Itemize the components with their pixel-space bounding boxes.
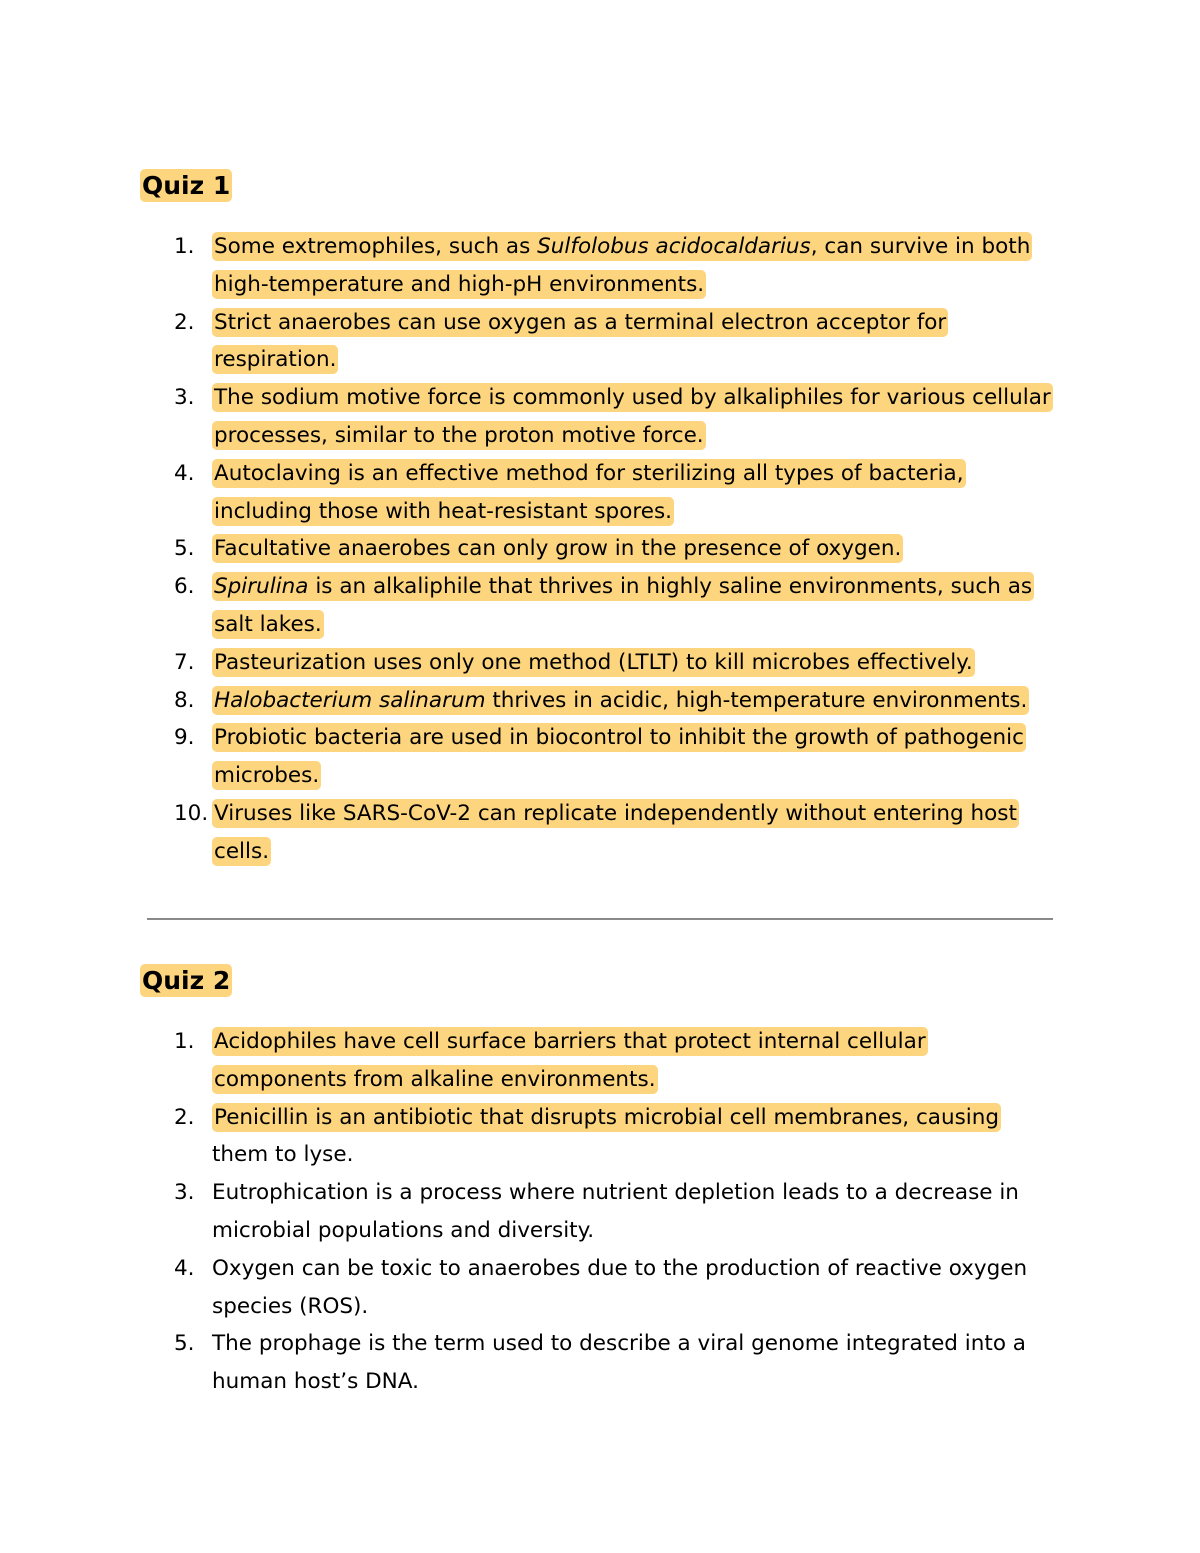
- question-number: 10.: [174, 800, 209, 826]
- question-item: [140, 1250, 1060, 1326]
- quiz-1-title-text: Quiz 1: [142, 171, 231, 200]
- question-item: [140, 304, 1060, 380]
- question-text: [212, 799, 1019, 866]
- question-text-part: Facultative anaerobes can only grow in the presence of oxygen.: [214, 536, 902, 562]
- quiz-2-section: [140, 963, 1060, 1401]
- question-text-part: Viruses like SARS-CoV-2 can replicate independently without entering host cells.: [214, 800, 1017, 864]
- question-text: [212, 1331, 1026, 1394]
- quiz-2-title: [140, 963, 1060, 999]
- question-text: [212, 572, 1034, 639]
- question-text-part: , can survive in both high-temperature and high-pH environments.: [214, 234, 1031, 297]
- question-text-part: Penicillin is an antibiotic that disrupts microbial cell membranes, causing: [214, 1104, 1000, 1130]
- question-text: [212, 723, 1026, 790]
- question-item: [140, 1325, 1060, 1401]
- question-item: [140, 379, 1060, 455]
- species-name: Halobacterium salinarum: [214, 687, 486, 713]
- question-text-part: The sodium motive force is commonly used by alkaliphiles for various cellular processes, similar to the proton motive force.: [214, 385, 1051, 448]
- question-item: [140, 530, 1060, 568]
- question-number: 5.: [174, 536, 195, 562]
- question-text: [212, 648, 975, 677]
- question-text: [212, 534, 903, 563]
- question-text-part: Strict anaerobes can use oxygen as a terminal electron acceptor for respiration.: [214, 309, 947, 373]
- question-text: [212, 1180, 1019, 1243]
- quiz-2-title-text: Quiz 2: [142, 966, 231, 995]
- question-number: 2.: [174, 309, 195, 335]
- question-text: [212, 1103, 1001, 1132]
- question-text-part: is an alkaliphile that thrives in highly saline environments, such as salt lakes.: [214, 574, 1033, 637]
- quiz-1-section: [140, 168, 1060, 871]
- question-text: [212, 308, 948, 375]
- question-item: [140, 1174, 1060, 1250]
- question-text: [212, 232, 1032, 299]
- question-item: [140, 568, 1060, 644]
- question-number: 8.: [174, 687, 195, 713]
- question-text: [212, 383, 1053, 450]
- question-number: 9.: [174, 725, 195, 751]
- species-name: Spirulina: [214, 574, 309, 600]
- question-number: 4.: [174, 1255, 195, 1281]
- question-text-tail: them to lyse.: [212, 1142, 354, 1168]
- question-item: [140, 1023, 1060, 1099]
- question-item: [140, 644, 1060, 682]
- question-text: [212, 686, 1029, 715]
- quiz-1-title: [140, 168, 1060, 204]
- question-text: [212, 459, 966, 526]
- question-text-part: Autoclaving is an effective method for sterilizing all types of bacteria, including those with heat-resistant spores.: [214, 460, 964, 524]
- question-number: 1.: [174, 234, 195, 259]
- quiz-1-question-list: [140, 228, 1060, 871]
- question-number: 3.: [174, 385, 195, 411]
- question-number: 6.: [174, 574, 195, 600]
- question-item: [140, 719, 1060, 795]
- question-item: [140, 795, 1060, 871]
- question-item: [140, 228, 1060, 304]
- question-text-part: Pasteurization uses only one method (LTLT) to kill microbes effectively.: [214, 649, 973, 675]
- question-number: 2.: [174, 1104, 195, 1130]
- question-text-part: Some extremophiles, such as: [214, 234, 538, 259]
- quiz-2-question-list: [140, 1023, 1060, 1401]
- question-text: [212, 1256, 1027, 1319]
- question-text-part: The prophage is the term used to describe a viral genome integrated into a human host’s DNA.: [212, 1331, 1026, 1395]
- question-text-part: thrives in acidic, high-temperature environments.: [485, 687, 1028, 713]
- question-item: [140, 682, 1060, 720]
- question-text-part: Eutrophication is a process where nutrient depletion leads to a decrease in microbial populations and diversity.: [212, 1180, 1019, 1243]
- species-name: Sulfolobus acidocaldarius: [537, 234, 811, 259]
- question-item: [140, 455, 1060, 531]
- question-text: [212, 1027, 928, 1094]
- question-number: 4.: [174, 460, 195, 486]
- question-item: [140, 1099, 1060, 1175]
- question-text-part: Oxygen can be toxic to anaerobes due to the production of reactive oxygen species (ROS).: [212, 1255, 1028, 1319]
- question-number: 7.: [174, 649, 195, 675]
- question-number: 5.: [174, 1331, 195, 1357]
- question-text-part: Probiotic bacteria are used in biocontrol to inhibit the growth of pathogenic microbes.: [214, 725, 1024, 789]
- question-text-part: Acidophiles have cell surface barriers that protect internal cellular components from alkaline environments.: [214, 1029, 926, 1092]
- section-divider: [147, 918, 1053, 920]
- question-number: 3.: [174, 1180, 195, 1206]
- question-number: 1.: [174, 1029, 195, 1054]
